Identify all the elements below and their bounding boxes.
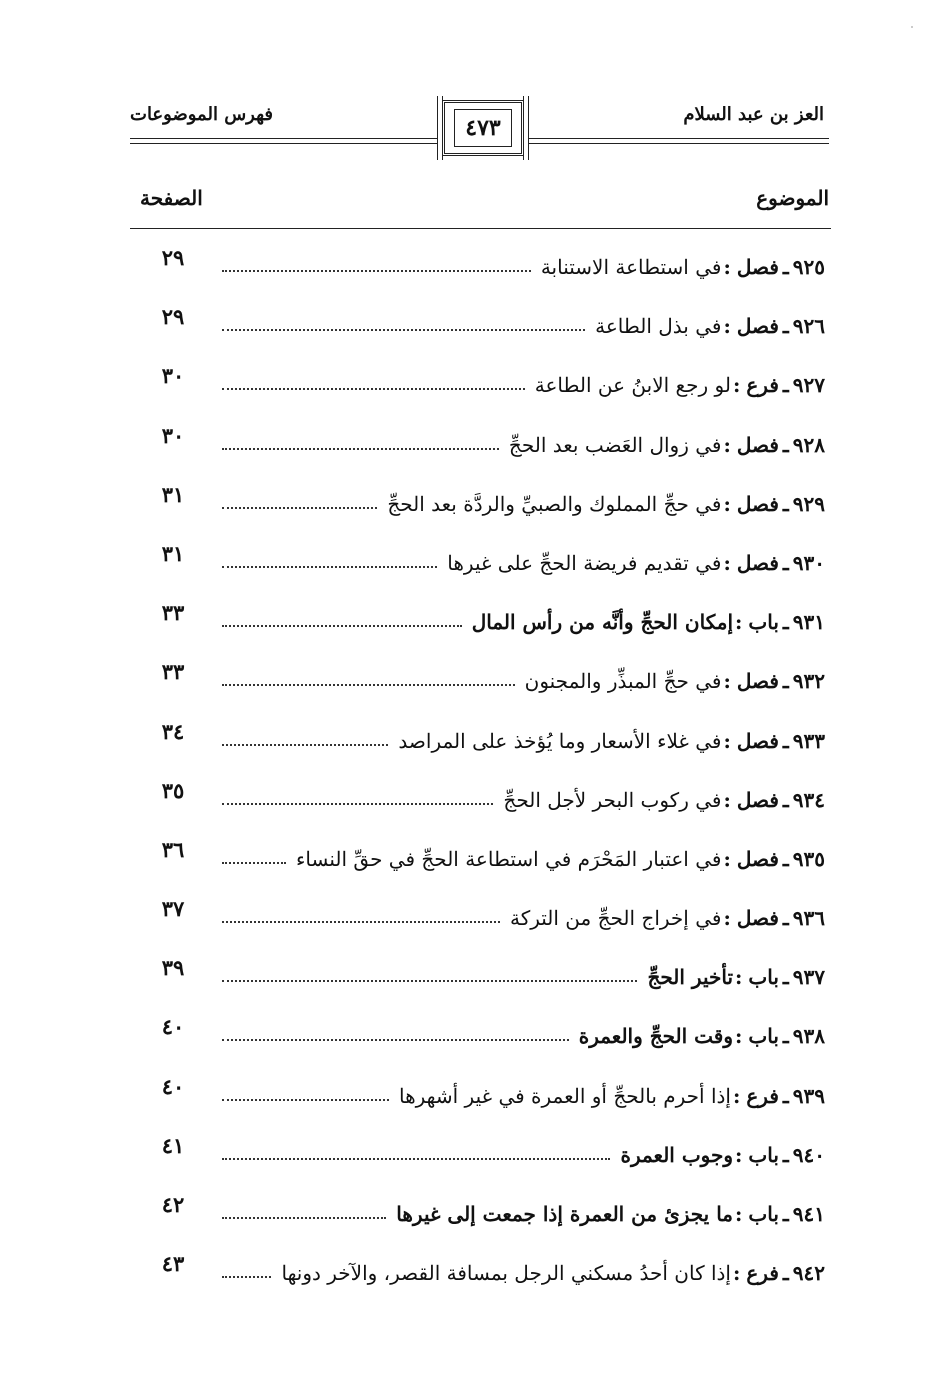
entry-page-number: ٣٣: [161, 659, 185, 685]
toc-entry: [0, 1182, 941, 1241]
toc-entry-text: [222, 1014, 825, 1048]
entry-title: وجوب العمرة: [620, 1142, 734, 1167]
entry-label: فصل: [736, 314, 779, 339]
entry-dash: ـ: [782, 1261, 789, 1286]
entry-title: ما يجزئ من العمرة إذا جمعت إلى غيرها: [396, 1202, 734, 1226]
toc-entry-text: [222, 1133, 825, 1167]
entry-title: إذا كان أحدُ مسكني الرجل بمسافة القصر، والآخر دونها: [281, 1261, 731, 1286]
dot-leader: [222, 862, 286, 864]
entry-label: فصل: [736, 846, 779, 871]
entry-title: في ركوب البحر لأجل الحجِّ: [503, 787, 722, 812]
entry-title: في حجِّ المملوك والصبيِّ والردَّة بعد الحجِّ: [387, 491, 722, 516]
entry-number: ٩٢٨: [792, 432, 825, 457]
entry-number: ٩٣٤: [792, 787, 825, 812]
toc-entry-text: [222, 245, 825, 279]
dot-leader: [222, 625, 462, 627]
toc-entry: [0, 294, 941, 353]
entry-dash: ـ: [782, 491, 789, 516]
page-number-frame: [442, 100, 524, 156]
entry-number: ٩٤٢: [792, 1261, 825, 1286]
toc-entry-text: [222, 1192, 825, 1226]
dot-leader: [222, 684, 515, 686]
entry-page-number: ٣٥: [161, 777, 185, 803]
column-header-topic: الموضوع: [756, 186, 829, 210]
entry-colon: :: [723, 906, 731, 931]
toc-entry: [0, 1123, 941, 1182]
entry-number: ٩٣٧: [792, 965, 825, 990]
dot-leader: [222, 1276, 271, 1278]
entry-number: ٩٣٦: [792, 906, 825, 931]
dot-leader: [222, 566, 437, 568]
entry-page-number: ٤٢: [161, 1192, 185, 1217]
entry-number: ٩٣٨: [792, 1024, 825, 1049]
toc-entry: [0, 827, 941, 886]
entry-colon: :: [723, 846, 731, 871]
page-number: ٤٧٣: [454, 109, 512, 147]
toc-entry-text: [222, 423, 825, 457]
entry-colon: :: [723, 728, 731, 753]
entry-colon: :: [723, 314, 731, 339]
entry-dash: ـ: [782, 373, 789, 398]
entry-colon: :: [723, 491, 731, 516]
entry-colon: :: [732, 1261, 741, 1286]
entry-dash: ـ: [782, 1083, 789, 1108]
entry-number: ٩٤٠: [792, 1142, 825, 1167]
dot-leader: [222, 1158, 610, 1160]
entry-page-number: ٣٧: [161, 896, 185, 922]
entry-number: ٩٤١: [792, 1202, 825, 1226]
entry-label: فصل: [736, 787, 779, 812]
entry-page-number: ٤١: [161, 1132, 185, 1158]
entry-colon: :: [723, 787, 731, 812]
entry-page-number: ٤٠: [161, 1073, 185, 1099]
entry-page-number: ٣٩: [161, 955, 185, 981]
toc-entry: [0, 235, 941, 294]
entry-dash: ـ: [782, 728, 789, 753]
column-header-page: الصفحة: [140, 186, 203, 210]
toc-entry-text: [222, 541, 825, 575]
entry-number: ٩٣٥: [792, 846, 825, 871]
entry-colon: :: [732, 1083, 741, 1108]
entry-colon: :: [723, 255, 731, 279]
toc-entry: [0, 945, 941, 1004]
toc-entry: [0, 886, 941, 945]
entry-label: فصل: [736, 550, 779, 575]
scan-speck: [911, 26, 913, 28]
entry-title: لو رجع الابنُ عن الطاعة: [534, 373, 731, 398]
toc-entry-text: [222, 659, 825, 693]
entry-colon: :: [723, 432, 731, 457]
entry-title: في غلاء الأسعار وما يُؤخذ على المراصد: [398, 728, 722, 753]
entry-page-number: ٣٠: [161, 422, 185, 448]
entry-title: في حجِّ المبذِّر والمجنون: [524, 669, 722, 694]
entry-title: في تقديم فريضة الحجِّ على غيرها: [447, 550, 722, 575]
entry-label: باب: [748, 1142, 779, 1167]
entry-label: فرع: [746, 1261, 779, 1286]
entry-number: ٩٣٩: [792, 1083, 825, 1108]
entry-colon: :: [735, 1024, 743, 1049]
entry-page-number: ٣٤: [161, 718, 185, 744]
entry-title: إمكان الحجِّ وأنَّه من رأس المال: [471, 610, 734, 635]
entry-label: فصل: [736, 255, 779, 279]
entry-dash: ـ: [782, 1142, 789, 1167]
entry-dash: ـ: [782, 906, 789, 931]
entry-colon: :: [735, 965, 743, 990]
toc-entry: [0, 768, 941, 827]
entry-number: ٩٢٧: [792, 373, 825, 398]
entry-dash: ـ: [782, 669, 789, 694]
entry-page-number: ٣١: [161, 481, 185, 507]
entry-colon: :: [723, 669, 731, 694]
toc-entry-text: [222, 955, 825, 989]
dot-leader: [222, 507, 377, 509]
dot-leader: [222, 803, 493, 805]
dot-leader: [222, 1217, 386, 1219]
entry-title: في بذل الطاعة: [595, 314, 722, 339]
entry-title: إذا أحرم بالحجِّ أو العمرة في غير أشهرها: [398, 1083, 731, 1108]
entry-title: في اعتبار المَحْرَم في استطاعة الحجِّ في حقِّ النساء: [296, 846, 722, 871]
entry-label: باب: [748, 610, 779, 635]
toc-entry-text: [222, 1251, 825, 1285]
entry-label: فصل: [736, 491, 779, 516]
entry-label: فرع: [746, 1083, 779, 1108]
entry-number: ٩٣١: [792, 610, 825, 635]
toc-entry: [0, 709, 941, 768]
toc-entry-text: [222, 1074, 825, 1108]
dot-leader: [222, 744, 388, 746]
toc-entry: [0, 472, 941, 531]
entry-number: ٩٣٠: [792, 550, 825, 575]
entry-page-number: ٣٠: [161, 363, 185, 389]
entry-dash: ـ: [782, 255, 789, 279]
dot-leader: [222, 1099, 389, 1101]
toc-entry: [0, 531, 941, 590]
toc-entry-text: [222, 778, 825, 812]
entry-label: فصل: [736, 432, 779, 457]
toc-entry-text: [222, 837, 825, 871]
toc-entry: [0, 1004, 941, 1063]
entry-dash: ـ: [782, 965, 789, 990]
entry-dash: ـ: [782, 610, 789, 635]
entry-title: في استطاعة الاستنابة: [540, 255, 722, 279]
column-header-rule: [130, 228, 831, 229]
dot-leader: [222, 270, 531, 272]
toc-entry: [0, 413, 941, 472]
dot-leader: [222, 980, 637, 982]
entry-label: باب: [748, 1202, 779, 1226]
entry-label: باب: [748, 965, 779, 990]
entry-dash: ـ: [782, 1024, 789, 1049]
toc-entry: [0, 590, 941, 649]
entry-colon: :: [723, 550, 731, 575]
dot-leader: [222, 1039, 569, 1041]
running-header-section: فهرس الموضوعات: [130, 104, 274, 125]
dot-leader: [222, 388, 525, 390]
toc-entry-list: [0, 235, 941, 1300]
entry-page-number: ٤٣: [161, 1251, 185, 1277]
entry-label: فصل: [736, 906, 779, 931]
entry-page-number: ٢٩: [161, 304, 185, 330]
entry-page-number: ٤٠: [161, 1014, 185, 1040]
entry-page-number: ٢٩: [161, 245, 185, 270]
entry-title: في إخراج الحجِّ من التركة: [509, 906, 722, 931]
toc-entry-text: [222, 482, 825, 516]
entry-title: وقت الحجِّ والعمرة: [578, 1024, 734, 1049]
entry-number: ٩٢٦: [792, 314, 825, 339]
entry-colon: :: [735, 1202, 743, 1226]
entry-dash: ـ: [782, 787, 789, 812]
entry-page-number: ٣١: [161, 540, 185, 566]
entry-title: في زوال العَضب بعد الحجِّ: [508, 432, 722, 457]
dot-leader: [222, 448, 499, 450]
running-header-author: العز بن عبد السلام: [683, 104, 824, 125]
entry-number: ٩٢٩: [792, 491, 825, 516]
entry-label: باب: [748, 1024, 779, 1049]
entry-page-number: ٣٦: [161, 836, 185, 862]
toc-entry-text: [222, 719, 825, 753]
entry-label: فصل: [736, 728, 779, 753]
entry-page-number: ٣٣: [161, 600, 185, 626]
toc-entry-text: [222, 896, 825, 930]
entry-label: فرع: [746, 373, 779, 398]
entry-colon: :: [732, 373, 741, 398]
toc-entry: [0, 649, 941, 708]
toc-entry: [0, 353, 941, 412]
toc-entry: [0, 1064, 941, 1123]
dot-leader: [222, 921, 500, 923]
entry-number: ٩٣٢: [792, 669, 825, 694]
entry-colon: :: [735, 610, 743, 635]
toc-entry-text: [222, 600, 825, 634]
entry-colon: :: [735, 1142, 743, 1167]
entry-dash: ـ: [782, 846, 789, 871]
toc-entry-text: [222, 363, 825, 397]
entry-title: تأخير الحجِّ: [647, 965, 734, 990]
entry-dash: ـ: [782, 1202, 789, 1226]
entry-dash: ـ: [782, 314, 789, 339]
entry-dash: ـ: [782, 550, 789, 575]
toc-entry: [0, 1241, 941, 1300]
entry-label: فصل: [736, 669, 779, 694]
toc-entry-text: [222, 304, 825, 338]
entry-number: ٩٣٣: [792, 728, 825, 753]
dot-leader: [222, 329, 585, 331]
entry-number: ٩٢٥: [792, 255, 825, 279]
entry-dash: ـ: [782, 432, 789, 457]
